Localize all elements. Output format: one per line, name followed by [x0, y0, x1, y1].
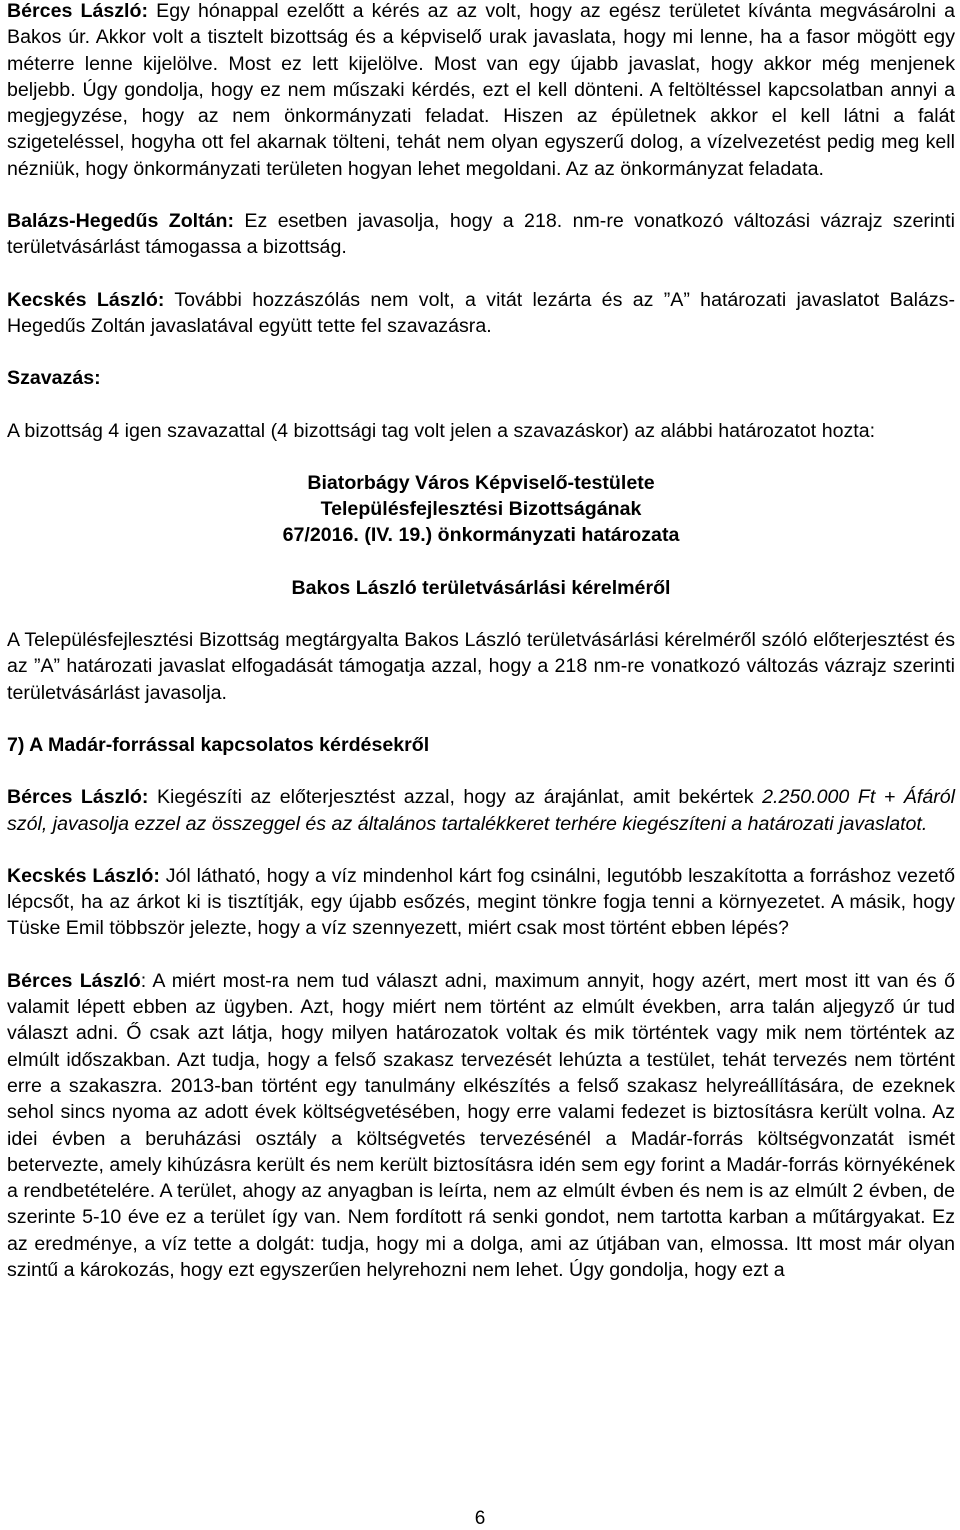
resolution-line-3: 67/2016. (IV. 19.) önkormányzati határozata	[282, 524, 680, 547]
resolution-subject: Bakos László területvásárlási kérelméről	[291, 576, 671, 599]
resolution-body: A Településfejlesztési Bizottság megtárgyalta Bakos László területvásárlási kérelméről szóló előterjesztést és az ”A” határozati javaslat elfogadását támogatja azzal, hogy a 218 nm-re vonatkozó változás vázrajz szerinti területvásárlást javasolja.	[7, 629, 955, 704]
speaker-name: Balázs-Hegedűs Zoltán:	[7, 210, 235, 233]
paragraph-text: További hozzászólás nem volt, a vitát lezárta és az ”A” határozati javaslatot Balázs-Hegedűs Zoltán javaslatával együtt tette fel szavazásra.	[7, 288, 955, 337]
paragraph-text: Jól látható, hogy a víz mindenhol kárt fog csinálni, legutóbb leszakította a forráshoz vezető lépcsőt, ha az árkot ki is tisztítják, egy újabb esőzés, megint tönkre fogja tenni a környezetet. A másik, hogy Tüske Emil többször jelezte, hogy a víz szennyezett, miért csak most történt ebben lépés?	[7, 864, 955, 940]
resolution-line-1: Biatorbágy Város Képviselő-testülete	[307, 471, 655, 494]
vote-text: A bizottság 4 igen szavazattal (4 bizottsági tag volt jelen a szavazáskor) az alábbi határozatot hozta:	[7, 419, 876, 442]
page-number: 6	[474, 1508, 486, 1529]
vote-heading: Szavazás:	[7, 367, 101, 390]
speaker-name: Bérces László:	[7, 0, 148, 22]
paragraph-text: Ez esetben javasolja, hogy a 218. nm-re vonatkozó változási vázrajz szerinti területvásárlást támogassa a bizottság.	[7, 210, 955, 259]
speaker-name: Bérces László:	[7, 786, 149, 809]
speaker-name: Bérces László	[7, 969, 141, 992]
paragraph-text: Egy hónappal ezelőtt a kérés az az volt, hogy az egész területet kívánta megvásárolni a Bakos úr. Akkor volt a tisztelt bizottság és a képviselő urak javaslata, hogy mi lenne, ha a fasor mögött egy méterre lenne kijelölve. Most ez lett kijelölve. Most van egy újabb javaslat, hogy akkor még menjenek beljebb. Úgy gondolja, hogy ez nem műszaki kérdés, ezt el kell dönteni. A feltöltéssel kapcsolatban annyi a megjegyzése, hogy az nem önkormányzati feladat. Hiszen az épületnek akkor el kell látni a falát szigeteléssel, hogyha ott fel akarnak tölteni, tehát nem olyan egyszerű dolog, a vízelvezetést pedig meg kell nézniük, hogy önkormányzati területen hogyan lehet megoldani. Az az önkormányzat feladata.	[7, 0, 956, 180]
paragraph-berces-1	[7, 0, 955, 182]
paragraph-berces-2	[7, 784, 955, 837]
paragraph-italic-text: 2.250.000 Ft + Áfáról szól, javasolja ezzel az összeggel és az általános tartalékkeret terhére kiegészíteni a határozati javaslatot.	[7, 786, 955, 835]
resolution-line-2: Településfejlesztési Bizottságának	[320, 498, 642, 521]
paragraph-text: : A miért most-ra nem tud választ adni, maximum annyit, hogy azért, mert most itt van és ő valamit lépett ebben az ügyben. Azt, hogy miért nem történt az elmúlt években, arra talán aljegyző úr tud választ adni. Ő csak azt látja, hogy milyen határozatok voltak és mik történtek vagy mik nem történtek az elmúlt időszakban. Azt tudja, hogy a felső szakasz tervezését lehúzta a testület, tehát tervezés nem történt erre a szakaszra. 2013-ban történt egy tanulmány elkészítés a felső szakasz helyreállítására, de ezeknek sehol sincs nyoma az adott évek költségvetésében, hogy erre valami fedezet is biztosításra került volna. Az idei évben a beruházási osztály a költségvetés tervezésénél a Madár-forrás költségvonzatát ismét betervezte, amely kihúzásra került és nem került biztosításra idén sem egy forint a Madár-forrás környékének a rendbetételére. A terület, ahogy az anyagban is leírta, nem az elmúlt évben és nem is az elmúlt 2 évben, de szerinte 5-10 éve ez a terület így van. Nem fordított rá senki gondot, nem tartotta karban a műtárgyakat. Ez az eredménye, a víz tette a dolgát: tudja, hogy mi a dolga, ami az útjában van, elmossa. Itt most már olyan szintű a károkozás, hogy ezt egyszerűen helyrehozni nem lehet. Úgy gondolja, hogy ezt a	[7, 969, 955, 1281]
paragraph-text: Kiegészíti az előterjesztést azzal, hogy az árajánlat, amit bekértek	[148, 786, 763, 809]
paragraph-kecskes-1	[7, 287, 955, 340]
paragraph-kecskes-2	[7, 863, 955, 942]
speaker-name: Kecskés László:	[7, 288, 165, 311]
paragraph-berces-3	[7, 968, 955, 1284]
speaker-name: Kecskés László:	[7, 864, 160, 887]
section-7-heading: 7) A Madár-forrással kapcsolatos kérdésekről	[7, 733, 430, 756]
paragraph-balazs-hegedus	[7, 208, 955, 261]
document-page	[7, 0, 955, 1283]
